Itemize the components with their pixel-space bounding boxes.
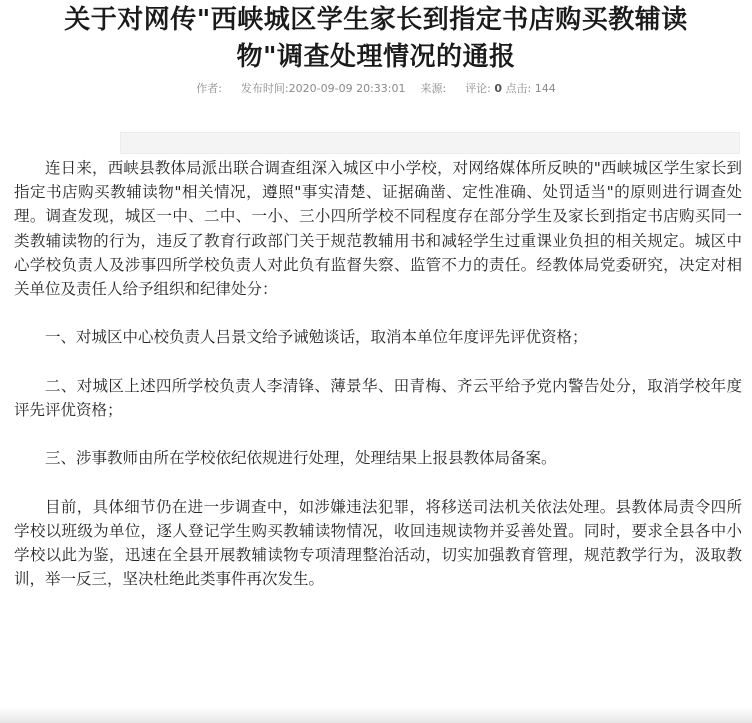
paragraph-conclusion: 目前，具体细节仍在进一步调查中，如涉嫌违法犯罪，将移送司法机关依法处理。县教体局责令四所学校以班级为单位，逐人登记学生购买教辅读物情况，收回违规读物并妥善处置。同时，要求全县各中小学校以此为鉴，迅速在全县开展教辅读物专项清理整治活动，切实加强教育管理，规范教学行为，汲取教训，举一反三，坚决杜绝此类事件再次发生。 <box>14 497 742 589</box>
banner-placeholder <box>120 132 740 154</box>
comments-count: 0 <box>494 82 503 95</box>
comments-label: 评论: <box>465 82 491 95</box>
article-title <box>8 2 744 76</box>
publish-time-label: 发布时间: <box>240 82 289 95</box>
paragraph-item-3: 三、涉事教师由所在学校依纪依规进行处理，处理结果上报县教体局备案。 <box>45 449 557 468</box>
clicks-count: 144 <box>534 82 556 95</box>
paragraph-item-2: 二、对城区上述四所学校负责人李清锋、薄景华、田青梅、齐云平给予党内警告处分，取消学校年度评先评优资格； <box>14 376 742 419</box>
article-title-line-1: 关于对网传"西峡城区学生家长到指定书店购买教辅读 <box>64 5 688 35</box>
clicks-label: 点击: <box>505 82 532 95</box>
article-meta <box>8 82 744 96</box>
source-label: 来源: <box>420 82 447 95</box>
bottom-fade <box>0 707 752 723</box>
article-title-line-2: 物"调查处理情况的通报 <box>236 42 516 72</box>
paragraph-item-1: 一、对城区中心校负责人吕景文给予诫勉谈话，取消本单位年度评先评优资格； <box>45 328 588 347</box>
article-body <box>8 156 744 592</box>
paragraph-intro: 连日来，西峡县教体局派出联合调查组深入城区中小学校，对网络媒体所反映的"西峡城区学生家长到指定书店购买教辅读物"相关情况，遵照"事实清楚、证据确凿、定性准确、处罚适当"的原则进行调查处理。调查发现，城区一中、二中、一小、三小四所学校不同程度存在部分学生及家长到指定书店购买同一类教辅读物的行为，违反了教育行政部门关于规范教辅用书和减轻学生过重课业负担的相关规定。城区中心学校负责人及涉事四所学校负责人对此负有监督失察、监管不力的责任。经教体局党委研究，决定对相关单位及责任人给予组织和纪律处分： <box>14 159 742 299</box>
publish-time-value: 2020-09-09 20:33:01 <box>288 82 406 95</box>
author-label: 作者: <box>196 82 222 95</box>
